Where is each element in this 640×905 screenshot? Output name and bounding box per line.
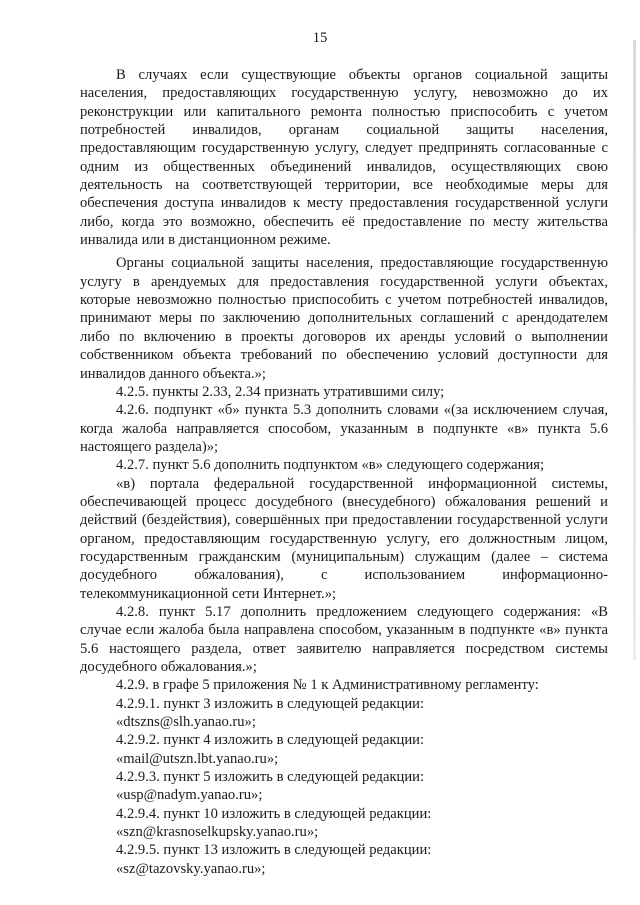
email-line: «szn@krasnoselkupsky.yanao.ru»;	[116, 824, 319, 841]
document-body	[80, 66, 608, 878]
item-4-2-9-1: 4.2.9.1. пункт 3 изложить в следующей редакции:	[116, 695, 425, 712]
item-4-2-5: 4.2.5. пункты 2.33, 2.34 признать утратившими силу;	[116, 383, 445, 400]
scan-margin-shadow	[633, 40, 636, 660]
item-4-2-9: 4.2.9. в графе 5 приложения № 1 к Административному регламенту:	[116, 677, 539, 694]
item-4-2-9-5: 4.2.9.5. пункт 13 изложить в следующей редакции:	[116, 842, 432, 859]
email-line: «usp@nadym.yanao.ru»;	[116, 787, 263, 804]
item-4-2-7: 4.2.7. пункт 5.6 дополнить подпунктом «в» следующего содержания;	[116, 457, 545, 474]
email-line: «sz@tazovsky.yanao.ru»;	[116, 860, 266, 877]
subitem-v-portal: «в) портала федеральной государственной информационной системы, обеспечивающей процесс досудебного (внесудебного) обжалования решений и действий (бездействия), совершённых при предоставлении государственной услуги органом, предоставляющим государственную услугу, его должностным лицом, государственным гражданским (муниципальным) служащим (далее – система досудебного обжалования), с использованием информационно-телекоммуникационной сети Интернет.»;	[80, 475, 608, 602]
item-4-2-9-4: 4.2.9.4. пункт 10 изложить в следующей редакции:	[116, 805, 432, 822]
item-4-2-6: 4.2.6. подпункт «б» пункта 5.3 дополнить словами «(за исключением случая, когда жалоба направляется способом, указанным в подпункте «в» пункта 5.6 настоящего раздела)»;	[80, 402, 608, 455]
item-4-2-9-2: 4.2.9.2. пункт 4 изложить в следующей редакции:	[116, 732, 425, 749]
page-number: 15	[312, 30, 328, 46]
email-line: «dtszns@slh.yanao.ru»;	[116, 714, 256, 731]
item-4-2-9-3: 4.2.9.3. пункт 5 изложить в следующей редакции:	[116, 769, 425, 786]
item-4-2-8: 4.2.8. пункт 5.17 дополнить предложением следующего содержания: «В случае если жалоба была направлена способом, указанным в подпункте «в» пункта 5.6 настоящего раздела, ответ заявителю направляется посредством системы досудебного обжалования.»;	[80, 603, 608, 675]
paragraph-accessibility-measures: В случаях если существующие объекты органов социальной защиты населения, предоставляющих государственную услугу, невозможно до их реконструкции или капитального ремонта полностью приспособить с учетом потребностей инвалидов, органам социальной защиты населения, предоставляющим государственную услугу, следует предпринять согласованные с одним из общественных объединений инвалидов, осуществляющих свою деятельность на соответствующей территории, все необходимые меры для обеспечения доступа инвалидов к месту предоставления государственной услуги либо, когда это возможно, обеспечить её предоставление по месту жительства инвалида или в дистанционном режиме.	[80, 67, 608, 249]
email-line: «mail@utszn.lbt.yanao.ru»;	[116, 750, 279, 767]
paragraph-leased-facilities: Органы социальной защиты населения, предоставляющие государственную услугу в арендуемых для предоставления государственной услуги объектах, которые невозможно полностью приспособить с учетом потребностей инвалидов, принимают меры по заключению дополнительных соглашений с арендодателем либо по включению в проекты договоров их аренды условий о выполнении собственником объекта требований по обеспечению условий доступности для инвалидов данного объекта.»;	[80, 255, 608, 382]
